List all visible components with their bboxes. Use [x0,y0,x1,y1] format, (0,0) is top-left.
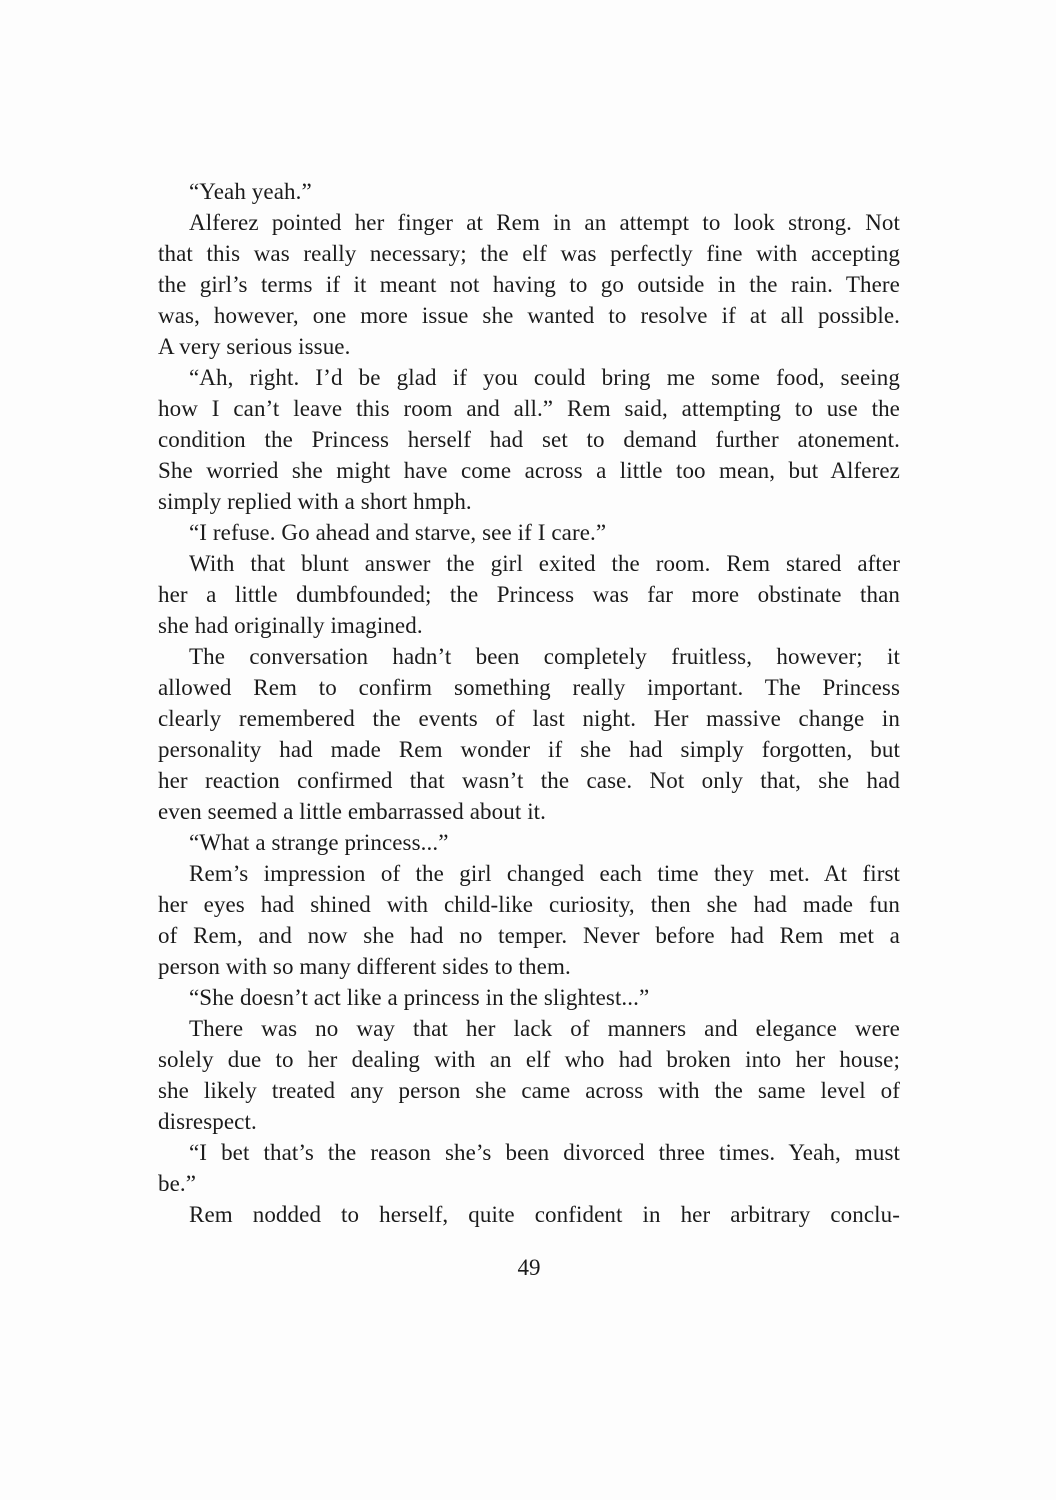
text-line: “I refuse. Go ahead and starve, see if I care.” [189,520,607,545]
paragraph [158,548,900,641]
text-line: of Rem, and now she had no temper. Never before had Rem met a [158,923,900,948]
text-line: “Ah, right. I’d be glad if you could bring me some food, seeing [189,365,900,390]
text-line: person with so many different sides to them. [158,954,571,979]
text-line: the girl’s terms if it meant not having to go outside in the rain. There [158,272,900,297]
text-line: With that blunt answer the girl exited the room. Rem stared after [189,551,900,576]
text-line: “She doesn’t act like a princess in the slightest...” [189,985,650,1010]
text-line: allowed Rem to confirm something really important. The Princess [158,675,900,700]
text-block [158,176,900,1230]
text-line: There was no way that her lack of manners and elegance were [189,1016,900,1041]
text-line: “Yeah yeah.” [189,179,312,204]
text-line: clearly remembered the events of last night. Her massive change in [158,706,900,731]
text-line: her a little dumbfounded; the Princess was far more obstinate than [158,582,900,607]
paragraph [158,207,900,362]
text-line: simply replied with a short hmph. [158,489,472,514]
page-number: 49 [517,1255,541,1280]
paragraph [158,1013,900,1137]
text-line: Alferez pointed her finger at Rem in an attempt to look strong. Not [189,210,900,235]
paragraph [158,827,900,858]
text-line: condition the Princess herself had set to demand further atonement. [158,427,900,452]
text-line: her eyes had shined with child-like curiosity, then she had made fun [158,892,900,917]
text-line: “What a strange princess...” [189,830,449,855]
text-line: her reaction confirmed that wasn’t the case. Not only that, she had [158,768,900,793]
text-line: Rem’s impression of the girl changed each time they met. At first [189,861,900,886]
paragraph [158,641,900,827]
text-line: disrespect. [158,1109,257,1134]
text-line: was, however, one more issue she wanted to resolve if at all possible. [158,303,900,328]
text-line: The conversation hadn’t been completely fruitless, however; it [189,644,900,669]
text-line: solely due to her dealing with an elf who had broken into her house; [158,1047,900,1072]
text-line: Rem nodded to herself, quite confident in her arbitrary conclu- [189,1202,900,1227]
paragraph [158,858,900,982]
paragraph [158,517,900,548]
text-line: even seemed a little embarrassed about it. [158,799,547,824]
text-line: “I bet that’s the reason she’s been divorced three times. Yeah, must [189,1140,900,1165]
text-line: that this was really necessary; the elf was perfectly fine with accepting [158,241,900,266]
text-line: how I can’t leave this room and all.” Rem said, attempting to use the [158,396,900,421]
text-line: she had originally imagined. [158,613,423,638]
paragraph [158,1199,900,1230]
text-line: personality had made Rem wonder if she had simply forgotten, but [158,737,900,762]
text-line: A very serious issue. [158,334,351,359]
paragraph [158,982,900,1013]
paragraph [158,1137,900,1199]
text-line: She worried she might have come across a little too mean, but Alferez [158,458,900,483]
paragraph [158,176,900,207]
text-line: she likely treated any person she came across with the same level of [158,1078,900,1103]
paragraph [158,362,900,517]
text-line: be.” [158,1171,197,1196]
